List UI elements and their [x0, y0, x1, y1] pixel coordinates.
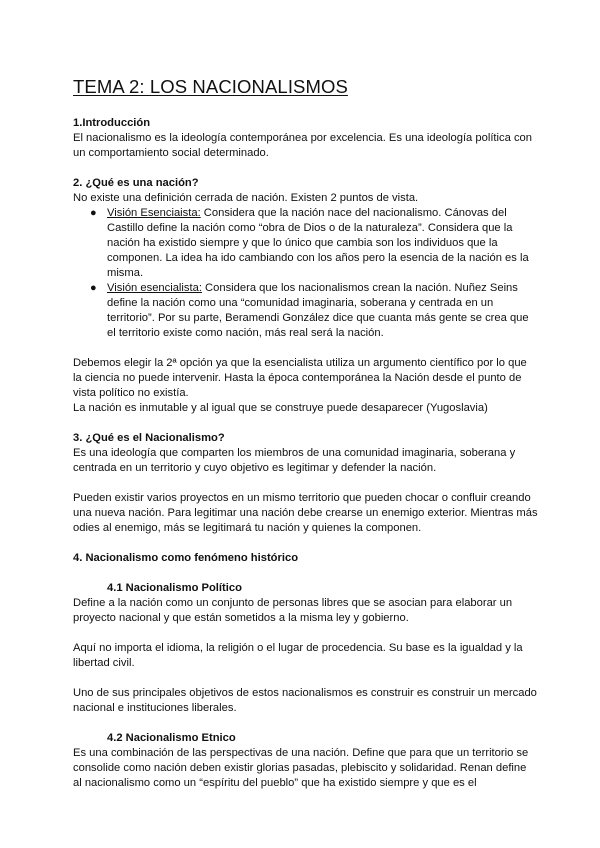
paragraph: Es una combinación de las perspectivas de una nación. Define que para que un territorio se consolide como nación deben existir glorias pasadas, plebiscito y solidaridad. Renan define al nacionalismo como un “espíritu del pueblo” que ha existido siempre y que es el — [73, 747, 529, 789]
paragraph: Debemos elegir la 2ª opción ya que la esencialista utiliza un argumento científico por lo que la ciencia no puede intervenir. Hasta la época contemporánea la Nación desde el punto de vista político no existía. — [73, 357, 527, 399]
section-introduction — [73, 116, 538, 161]
bullet-list — [73, 206, 538, 341]
spacer — [73, 716, 538, 731]
spacer — [73, 476, 538, 491]
bullet-label: Visión Esenciaista: — [107, 207, 201, 219]
bullet-icon: ● — [90, 207, 97, 219]
paragraph: No existe una definición cerrada de nación. Existen 2 puntos de vista. — [73, 192, 419, 204]
subsection-heading: 4.2 Nacionalismo Etnico — [107, 732, 236, 744]
paragraph: La nación es inmutable y al igual que se construye puede desaparecer (Yugoslavia) — [73, 402, 488, 414]
spacer — [73, 626, 538, 641]
section-heading: 1.Introducción — [73, 117, 151, 129]
paragraph: Pueden existir varios proyectos en un mismo territorio que pueden chocar o confluir creando una nueva nación. Para legitimar una nación debe crearse un enemigo exterior. Mientras más odies al enemigo, más se legitimará tu nación y quienes la componen. — [73, 492, 538, 534]
spacer — [73, 566, 538, 581]
spacer — [73, 536, 538, 551]
section-heading: 3. ¿Qué es el Nacionalismo? — [73, 432, 225, 444]
spacer — [73, 671, 538, 686]
section-nationalism — [73, 431, 538, 536]
section-historic — [73, 551, 538, 791]
paragraph: Aquí no importa el idioma, la religión o el lugar de procedencia. Su base es la igualdad y la libertad civil. — [73, 642, 523, 669]
bullet-text: Considera que la nación nace del nacionalismo. Cánovas del Castillo define la nación como “obra de Dios o de la naturaleza”. Considera que la nación ha existido siempre y que lo único que cambia son los individuos que la componen. La idea ha ido cambiando con los años pero la esencia de la nación es la misma. — [107, 207, 529, 279]
section-heading: 4. Nacionalismo como fenómeno histórico — [73, 552, 299, 564]
bullet-label: Visión esencialista: — [107, 282, 202, 294]
paragraph: Uno de sus principales objetivos de estos nacionalismos es construir es construir un mercado nacional e instituciones liberales. — [73, 687, 537, 714]
list-item — [90, 281, 538, 341]
section-heading: 2. ¿Qué es una nación? — [73, 177, 199, 189]
section-nation — [73, 176, 538, 416]
bullet-icon: ● — [90, 282, 97, 294]
subsection-heading: 4.1 Nacionalismo Político — [107, 582, 242, 594]
paragraph: Define a la nación como un conjunto de personas libres que se asocian para elaborar un proyecto nacional y que están sometidos a la misma ley y gobierno. — [73, 597, 513, 624]
list-item — [90, 206, 538, 281]
spacer — [73, 161, 538, 176]
spacer — [73, 416, 538, 431]
page-title: TEMA 2: LOS NACIONALISMOS — [73, 76, 348, 97]
paragraph: Es una ideología que comparten los miembros de una comunidad imaginaria, soberana y centrada en un territorio y cuyo objetivo es legitimar y defender la nación. — [73, 447, 516, 474]
bullet-text: Considera que los nacionalismos crean la nación. Nuñez Seins define la nación como una “comunidad imaginaria, soberana y centrada en un territorio”. Por su parte, Beramendi González dice que cuanta más gente se crea que el territorio existe como nación, más real será la nación. — [107, 282, 529, 339]
paragraph: El nacionalismo es la ideología contemporánea por excelencia. Es una ideología política con un comportamiento social determinado. — [73, 132, 532, 159]
spacer — [73, 341, 538, 356]
